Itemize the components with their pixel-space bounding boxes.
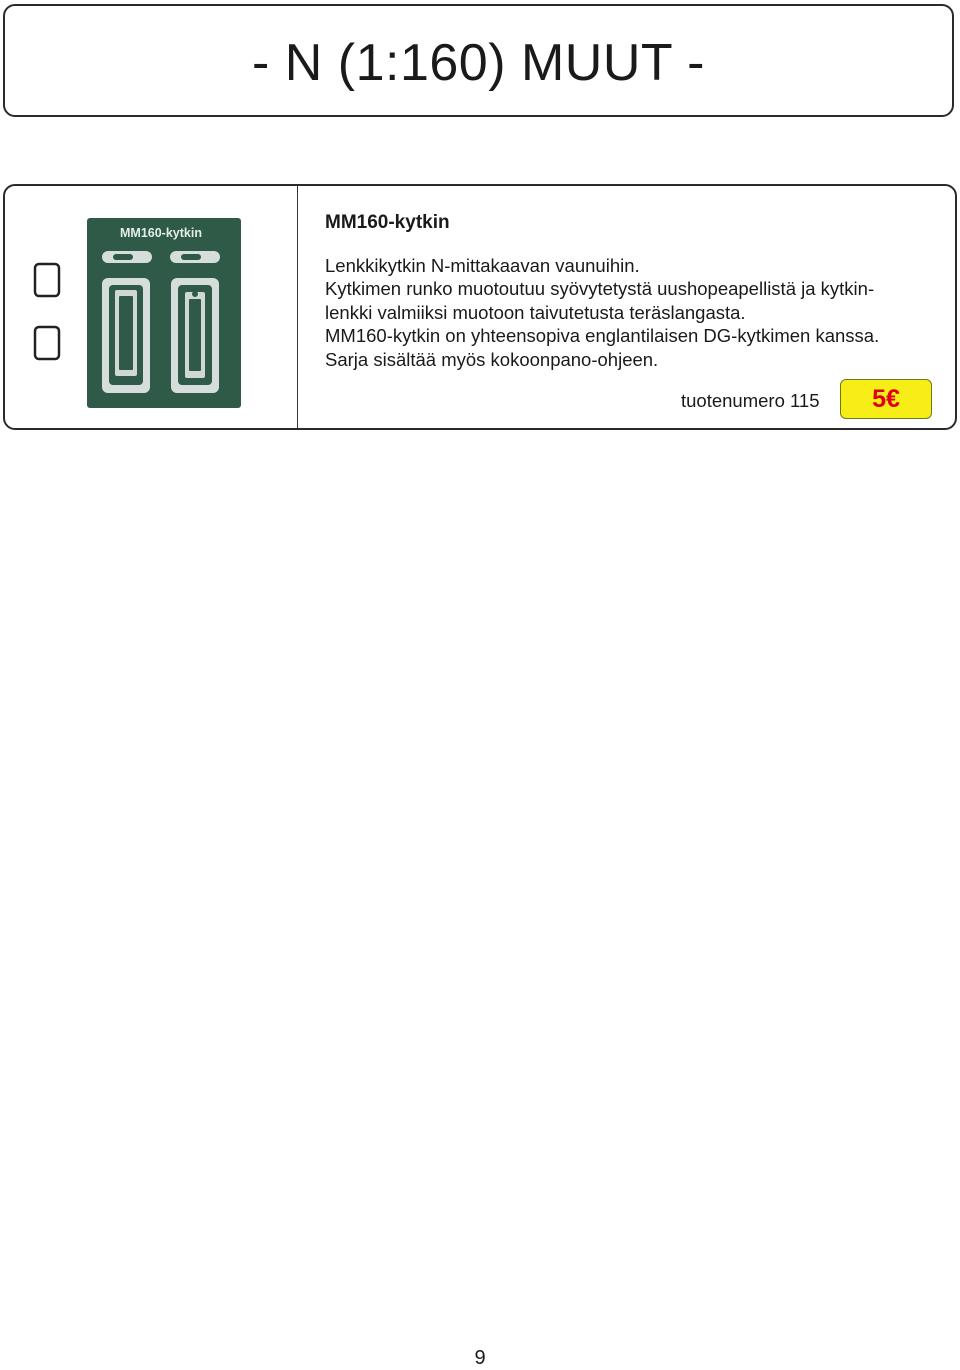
hook-piece-left (102, 251, 152, 263)
product-photo (5, 186, 297, 428)
coupler-body-right (171, 278, 219, 393)
card-divider (297, 186, 298, 428)
description-line: Sarja sisältää myös kokoonpano-ohjeen. (325, 348, 659, 370)
coupler-etch-image (5, 186, 297, 430)
product-info (325, 212, 950, 371)
price-badge: 5€ (840, 379, 932, 419)
description-line: Kytkimen runko muotoutuu syövytetystä uushopeapellistä ja kytkin- (325, 278, 875, 300)
page-number: 9 (474, 1347, 486, 1369)
description-line: lenkki valmiiksi muotoon taivutetusta teräslangasta. (325, 301, 746, 323)
page-header-box (3, 4, 954, 117)
description-line: MM160-kytkin on yhteensopiva englantilaisen DG-kytkimen kanssa. (325, 325, 880, 347)
product-number: tuotenumero 115 (681, 390, 820, 411)
description-line: Lenkkikytkin N-mittakaavan vaunuihin. (325, 255, 640, 276)
product-description (325, 254, 950, 371)
product-name: MM160-kytkin (325, 212, 450, 233)
hook-piece-right (170, 251, 220, 263)
wire-loop-icon (35, 327, 59, 359)
wire-loop-icon (35, 264, 59, 296)
product-card (3, 184, 957, 430)
etch-label: MM160-kytkin (120, 226, 202, 240)
coupler-body-left (102, 278, 150, 393)
page-title: - N (1:160) MUUT - (252, 33, 705, 92)
